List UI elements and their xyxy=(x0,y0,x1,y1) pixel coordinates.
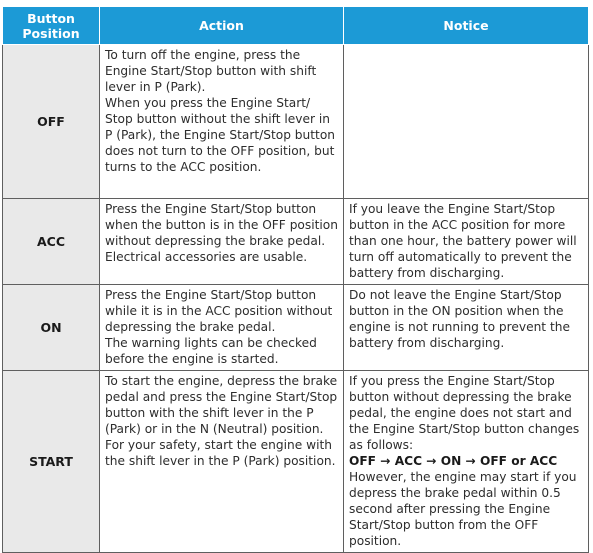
notice-cell-acc xyxy=(344,199,589,285)
action-cell-acc xyxy=(100,199,344,285)
table-row-off xyxy=(3,45,589,199)
action-text: Press the Engine Start/Stop button when the button is in the OFF position without depressing the brake pedal. xyxy=(105,202,338,248)
table-row-acc xyxy=(3,199,589,285)
action-cell-off xyxy=(100,45,344,199)
action-cell-start xyxy=(100,371,344,553)
state-sequence-text: OFF → ACC → ON → OFF or ACC xyxy=(349,454,558,468)
action-text: For your safety, start the engine with the shift lever in the P (Park) position. xyxy=(105,438,336,468)
column-header-notice-label: Notice xyxy=(443,18,489,33)
action-cell-on xyxy=(100,285,344,371)
column-header-notice xyxy=(344,7,589,45)
position-cell-start xyxy=(3,371,100,553)
notice-text: If you press the Engine Start/Stop button without depressing the brake pedal, the engine does not start and the Engine Start/Stop button changes as follows: xyxy=(349,374,580,452)
action-text: The warning lights can be checked before the engine is started. xyxy=(105,336,317,366)
position-label: ON xyxy=(40,319,62,335)
action-text: To turn off the engine, press the Engine Start/Stop button with shift lever in P (Park). xyxy=(105,48,317,94)
action-text: Press the Engine Start/Stop button while it is in the ACC position without depressing the brake pedal. xyxy=(105,288,333,334)
column-header-position xyxy=(3,7,100,45)
notice-text: However, the engine may start if you depress the brake pedal within 0.5 second after pressing the Engine Start/Stop button from the OFF position. xyxy=(349,470,577,548)
notice-cell-on xyxy=(344,285,589,371)
notice-cell-off xyxy=(344,45,589,199)
position-cell-acc xyxy=(3,199,100,285)
notice-text: Do not leave the Engine Start/Stop button in the ON position when the engine is not running to prevent the battery from discharging. xyxy=(349,288,570,350)
table-row-on xyxy=(3,285,589,371)
column-header-action xyxy=(100,7,344,45)
position-cell-on xyxy=(3,285,100,371)
table-row-start xyxy=(3,371,589,553)
notice-cell-start xyxy=(344,371,589,553)
action-text: Electrical accessories are usable. xyxy=(105,250,308,264)
column-header-position-label: Button Position xyxy=(22,10,80,41)
table-header-row xyxy=(3,7,589,45)
engine-start-stop-table xyxy=(2,6,589,553)
column-header-action-label: Action xyxy=(199,18,244,33)
position-label: OFF xyxy=(37,113,65,129)
notice-text: If you leave the Engine Start/Stop button in the ACC position for more than one hour, the battery power will turn off automatically to prevent the battery from discharging. xyxy=(349,202,577,280)
position-cell-off xyxy=(3,45,100,199)
action-text: When you press the Engine Start/ Stop button without the shift lever in P (Park), the Engine Start/Stop button does not turn to the OFF position, but turns to the ACC position. xyxy=(105,96,335,174)
position-label: ACC xyxy=(36,233,66,249)
action-text: To start the engine, depress the brake pedal and press the Engine Start/Stop button with the shift lever in the P (Park) or in the N (Neutral) position. xyxy=(105,374,338,436)
position-label: START xyxy=(29,453,73,469)
